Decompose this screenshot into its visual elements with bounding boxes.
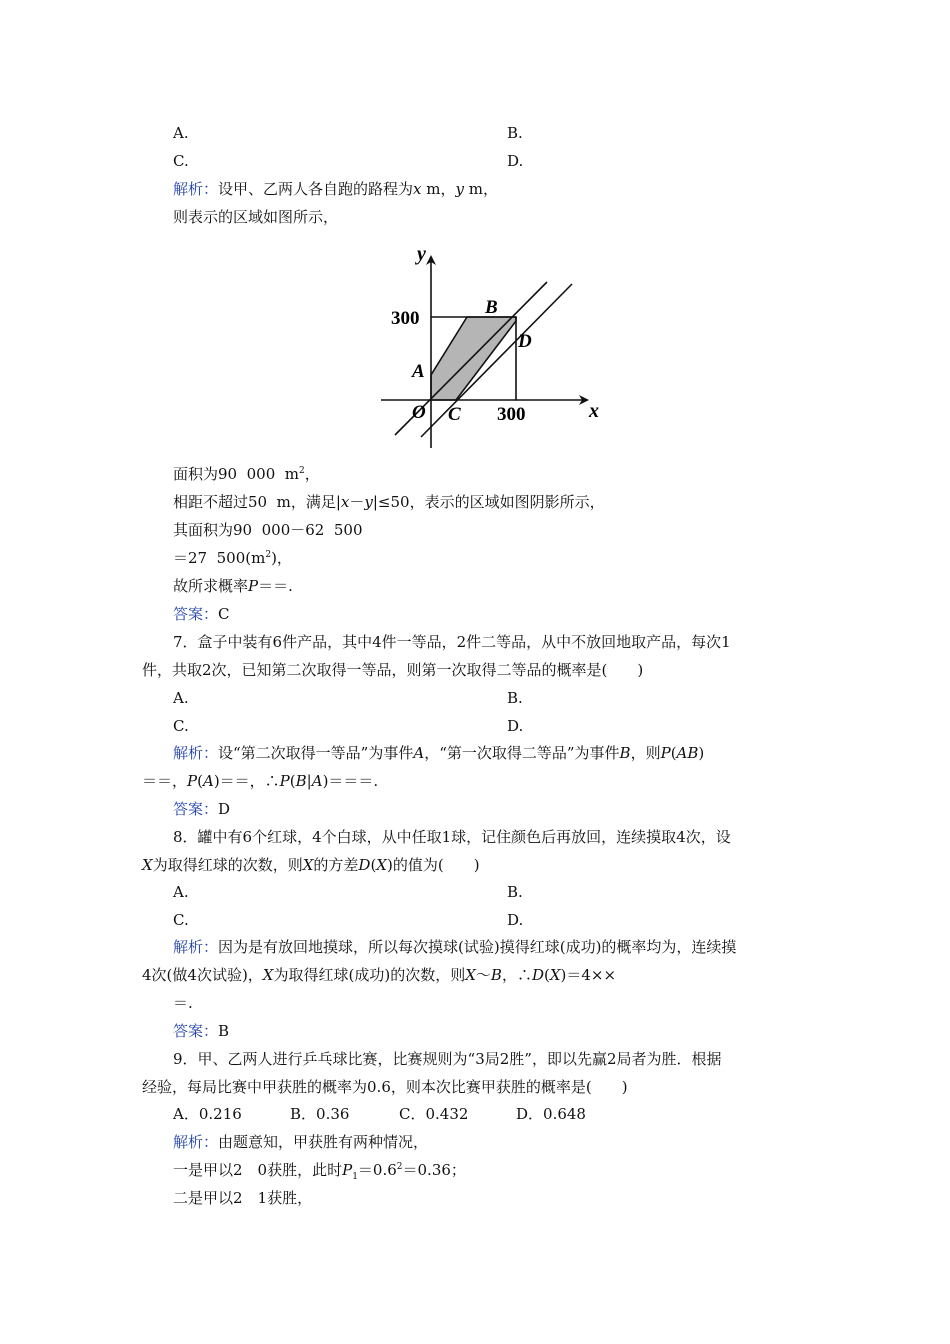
y-300-label: 300	[391, 308, 420, 329]
q8-solution-line1: 解析：因为是有放回地摸球，所以每次摸球(试验)摸得红球(成功)的概率均为，连续摸	[173, 938, 737, 956]
y-axis-label: y	[417, 243, 426, 265]
q6-solution-line1: 解析：设甲、乙两人各自跑的路程为x m，y m，	[173, 180, 498, 198]
q8-answer: 答案：B	[173, 1022, 230, 1040]
q9-option-d: D．0.648	[516, 1105, 586, 1123]
q9-stem-line1: 9．甲、乙两人进行乒乓球比赛，比赛规则为“3局2胜”，即以先赢2局者为胜．根据	[173, 1050, 722, 1068]
q9-option-c: C．0.432	[399, 1105, 469, 1123]
q6-calc-line2: ＝27 $500(m^2)$，	[173, 549, 292, 567]
q8-stem-line1: 8．罐中有6个红球，4个白球，从中任取1球，记住颜色后再放回，连续摸取4次，设	[173, 828, 731, 846]
q7-option-a: A.	[173, 689, 189, 707]
q6-option-d: D.	[507, 152, 524, 170]
point-d-label: D	[518, 331, 532, 352]
region-figure	[375, 240, 615, 455]
q7-answer: 答案：D	[173, 800, 231, 818]
solution-label: 解析：	[173, 180, 219, 198]
q7-stem-line1: 7．盒子中装有6件产品，其中4件一等品，2件二等品，从中不放回地取产品，每次1	[173, 633, 731, 651]
q8-solution-line3: ＝.	[173, 994, 193, 1012]
q8-option-d: D.	[507, 911, 524, 929]
point-c-label: C	[448, 404, 461, 425]
point-a-label: A	[412, 361, 425, 382]
origin-label: O	[412, 402, 426, 423]
q6-option-a: A.	[173, 124, 189, 142]
q7-option-b: B.	[507, 689, 523, 707]
q7-solution-line1: 解析：设“第二次取得一等品”为事件A，“第一次取得二等品”为事件B，则P(AB)	[173, 744, 705, 762]
q9-option-a: A．0.216	[173, 1105, 242, 1123]
q6-area-line: 面积为90 000 $m^2$，	[173, 465, 320, 483]
q6-solution-line2: 则表示的区域如图所示，	[173, 208, 339, 226]
x-300-label: 300	[497, 404, 526, 425]
q8-option-b: B.	[507, 883, 523, 901]
q6-answer: 答案：C	[173, 605, 230, 623]
q9-solution-line2: 一是甲以2 0获胜，此时$P_1=0.6^2=0.36$；	[173, 1161, 466, 1182]
q6-distance-line: 相距不超过50 m，满足|x－y|≤50，表示的区域如图阴影所示，	[173, 493, 605, 511]
q8-option-a: A.	[173, 883, 189, 901]
q6-calc-line1: 其面积为90 000－62 500	[173, 521, 363, 539]
q7-option-d: D.	[507, 717, 524, 735]
q8-solution-line2: 4次(做4次试验)，X为取得红球(成功)的次数，则X～B，∴D(X)＝4××	[142, 966, 617, 984]
q9-stem-line2: 经验，每局比赛中甲获胜的概率为0.6，则本次比赛甲获胜的概率是( )	[142, 1078, 628, 1096]
q7-solution-line2: ＝＝，P(A)＝＝，∴P(B|A)＝＝＝.	[142, 772, 379, 790]
q7-stem-line2: 件，共取2次，已知第二次取得一等品，则第一次取得二等品的概率是( )	[142, 661, 644, 679]
shaded-region	[431, 317, 516, 400]
point-b-label: B	[485, 297, 498, 318]
q6-probability-line: 故所求概率P＝＝.	[173, 577, 293, 595]
q9-solution-line3: 二是甲以2 1获胜，	[173, 1189, 313, 1207]
q8-option-c: C.	[173, 911, 189, 929]
x-axis-label: x	[589, 400, 599, 422]
q7-option-c: C.	[173, 717, 189, 735]
q6-option-b: B.	[507, 124, 523, 142]
q8-stem-line2: X为取得红球的次数，则X的方差D(X)的值为( )	[142, 856, 480, 874]
q9-solution-line1: 解析：由题意知，甲获胜有两种情况，	[173, 1133, 429, 1151]
q9-option-b: B．0.36	[290, 1105, 350, 1123]
q6-option-c: C.	[173, 152, 189, 170]
